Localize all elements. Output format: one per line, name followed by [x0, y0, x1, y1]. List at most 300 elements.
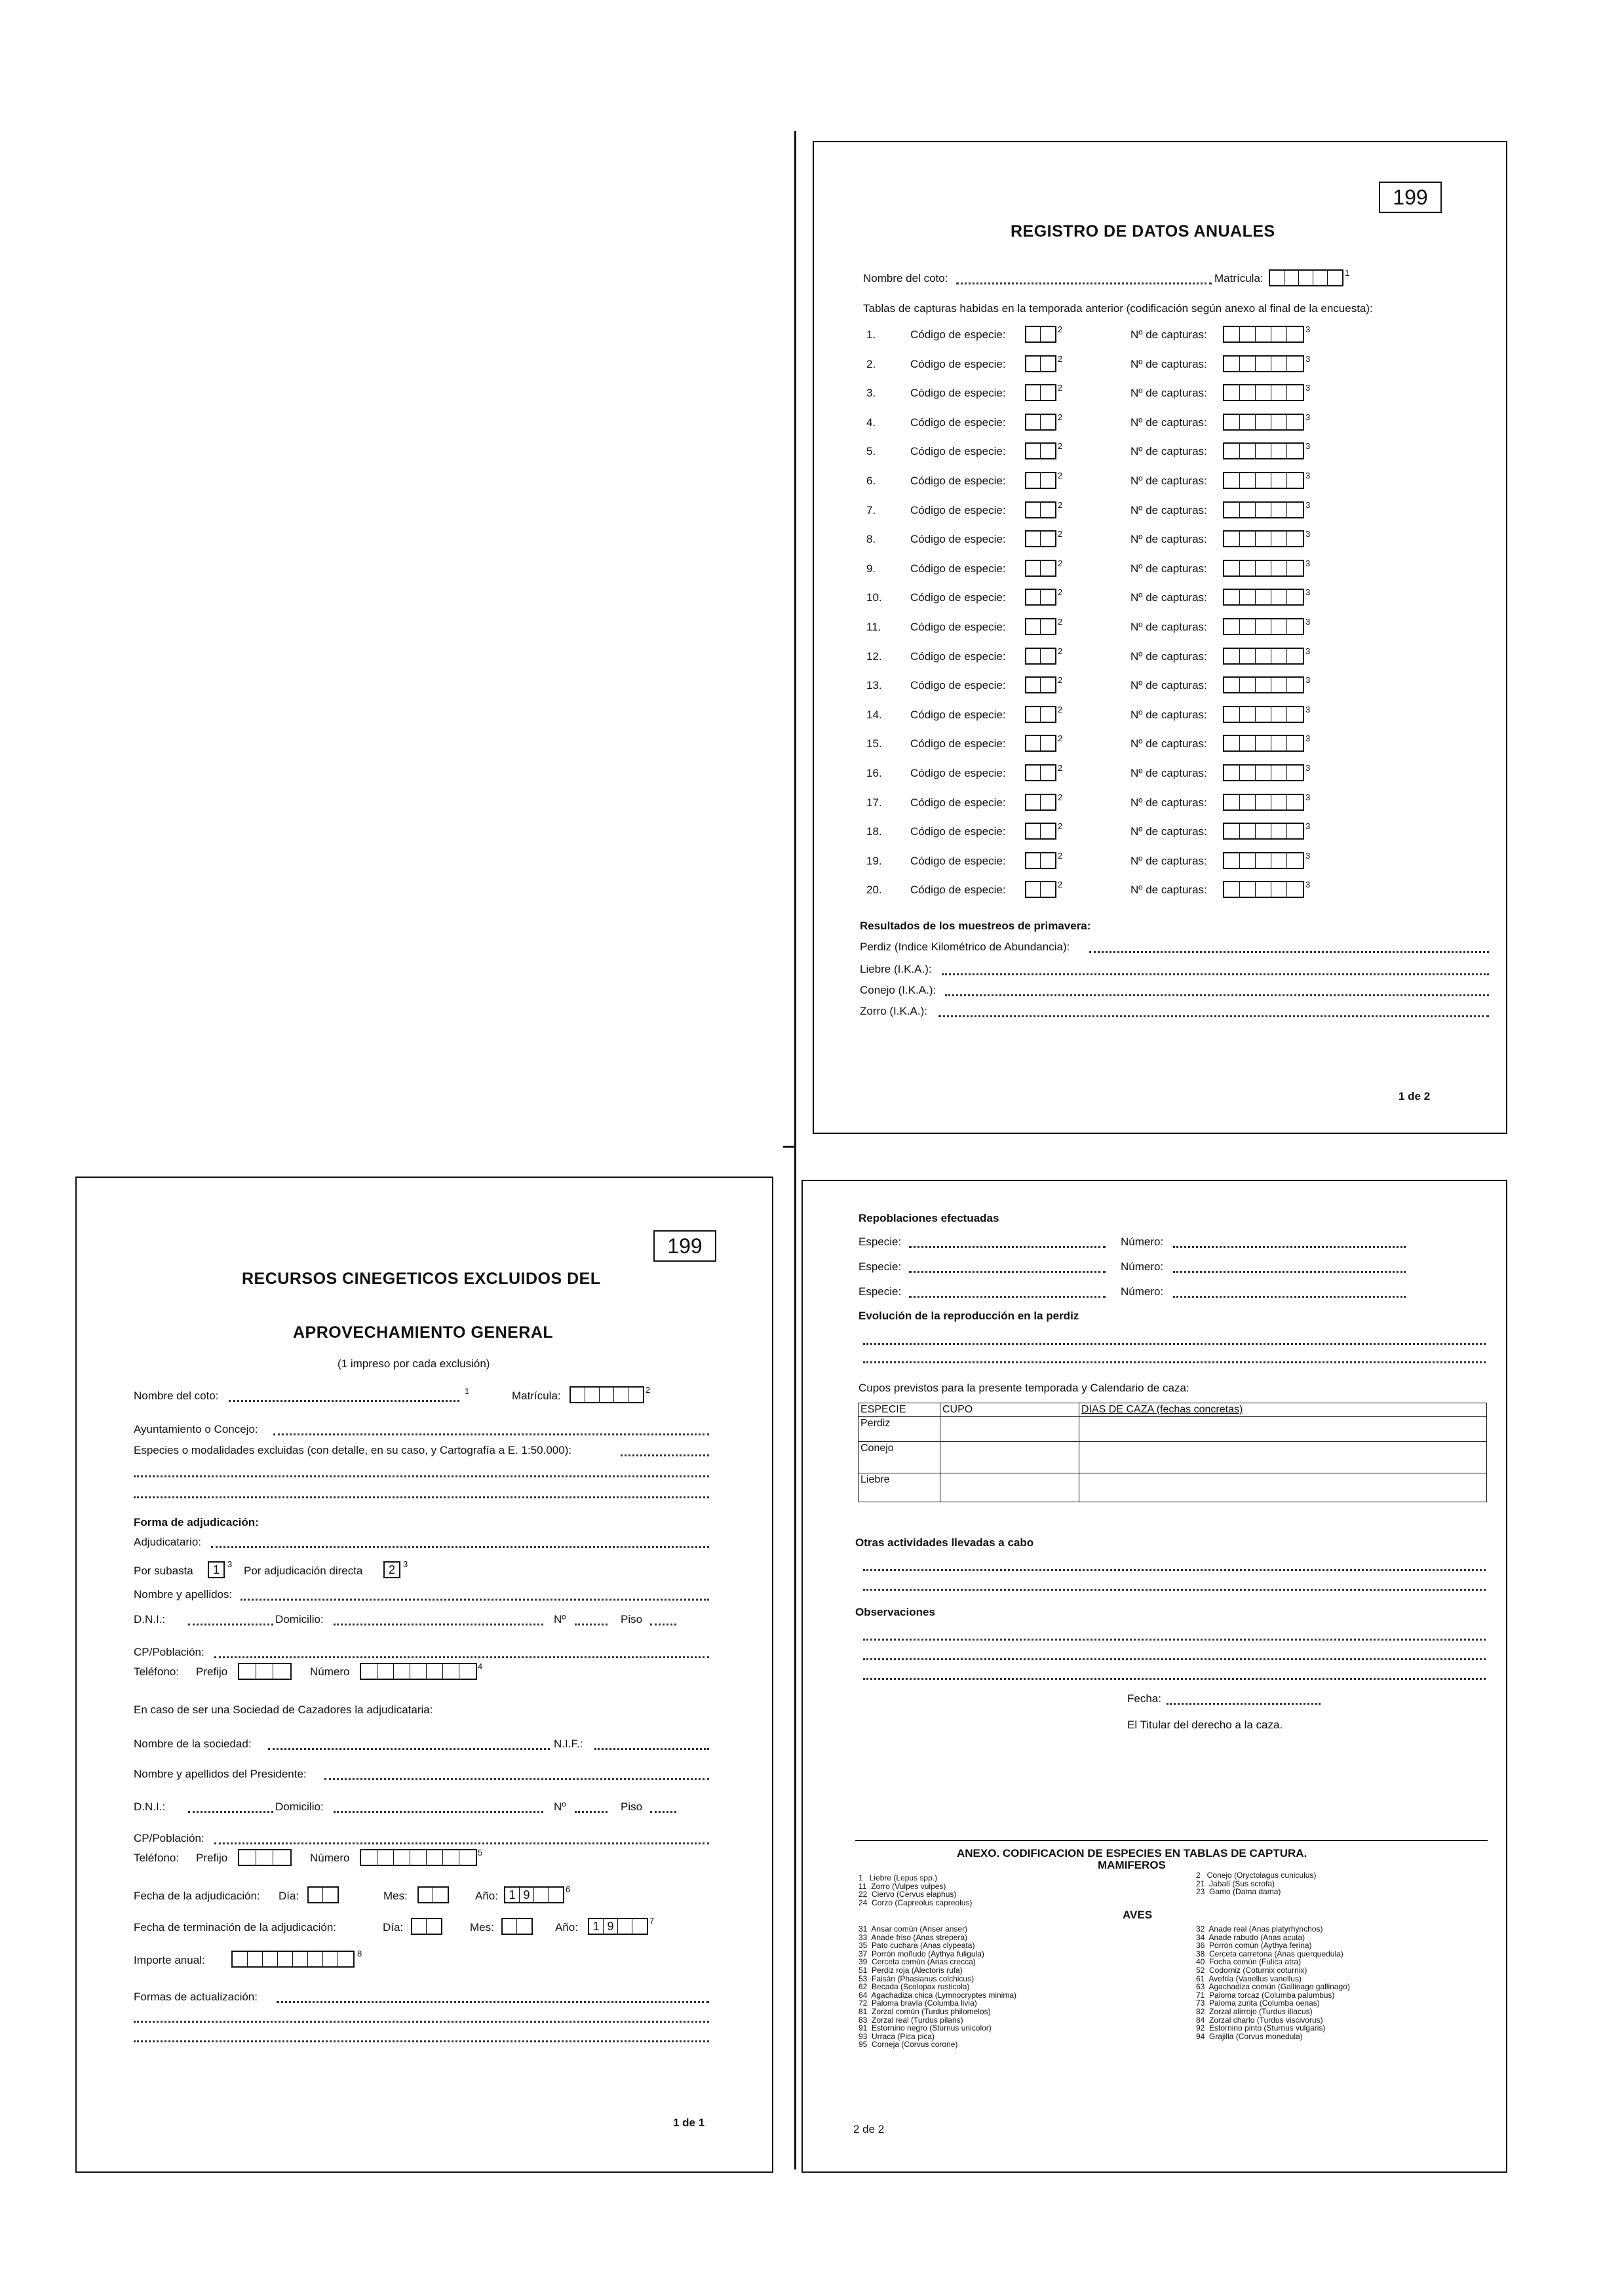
cell-conejo-dias[interactable] [1079, 1442, 1487, 1473]
especies-field-3[interactable] [134, 1496, 709, 1498]
otras-field-2[interactable] [863, 1589, 1486, 1591]
species-code-item: 52 Codorniz (Coturnix coturnix) [1196, 1965, 1307, 1975]
species-code-item: 1 Liebre (Lepus spp.) [859, 1873, 938, 1882]
evolucion-field-2[interactable] [863, 1361, 1486, 1363]
forma-adjudicacion-title: Forma de adjudicación: [134, 1516, 259, 1528]
codigo-especie-boxes[interactable] [1025, 618, 1056, 635]
species-code-item: 82 Zorzal alirrojo (Turdus iliacus) [1196, 2006, 1313, 2016]
note-6-marker: 6 [566, 1884, 571, 1894]
piso-label: Piso [621, 1613, 643, 1625]
sheet-recursos-cinegeticos [75, 1177, 773, 2173]
dia-label: Día: [279, 1890, 299, 1902]
note-3-marker: 3 [1305, 617, 1311, 627]
matricula-label: Matrícula: [512, 1390, 561, 1402]
codigo-especie-boxes[interactable] [1025, 560, 1056, 577]
codigo-especie-boxes[interactable] [1025, 735, 1056, 752]
codigo-especie-label: Código de especie: [910, 767, 1006, 779]
species-code-item: 84 Zorzal charlo (Turdus viscivorus) [1196, 2015, 1323, 2025]
note-3-marker: 3 [1305, 792, 1311, 802]
n-capturas-label: Nº de capturas: [1130, 416, 1207, 429]
sociedad-intro: En caso de ser una Sociedad de Cazadores la adjudicataria: [134, 1703, 433, 1716]
codigo-especie-label: Código de especie: [910, 737, 1006, 750]
piso-label-2: Piso [621, 1800, 643, 1813]
header-cupo: CUPO [940, 1403, 1079, 1417]
note-3-marker: 3 [1305, 850, 1311, 861]
aves-title: AVES [1123, 1909, 1153, 1921]
presidente-label: Nombre y apellidos del Presidente: [134, 1768, 307, 1780]
cupos-row-conejo [859, 1442, 1487, 1473]
n-capturas-boxes[interactable] [1223, 326, 1304, 343]
especie-label-2: Especie: [859, 1260, 902, 1273]
especies-field-2[interactable] [134, 1475, 709, 1477]
note-2-marker: 2 [1058, 353, 1063, 364]
evolucion-title: Evolución de la reproducción en la perdiz [859, 1310, 1079, 1322]
telefono-label-2: Teléfono: [134, 1852, 179, 1864]
mes-label-2: Mes: [470, 1921, 494, 1934]
n-capturas-boxes[interactable] [1223, 501, 1304, 518]
mes-boxes-2[interactable] [501, 1918, 533, 1935]
note-1-marker: 1 [1345, 268, 1350, 278]
especie-label-3: Especie: [859, 1285, 902, 1298]
numero-label-3: Número: [1121, 1285, 1164, 1298]
cell-liebre-dias[interactable] [1079, 1473, 1487, 1502]
row-number: 12. [866, 650, 882, 663]
cupos-row-liebre [859, 1473, 1487, 1502]
piso-field-2[interactable] [650, 1811, 676, 1813]
note-2-marker: 2 [1058, 383, 1063, 393]
species-code-item: 51 Perdiz roja (Alectoris rufa) [859, 1965, 963, 1975]
directa-box[interactable]: 2 [383, 1561, 400, 1578]
n-capturas-label: Nº de capturas: [1130, 475, 1207, 487]
numero-abbr-label-2: Nº [554, 1800, 566, 1813]
species-code-item: 40 Focha común (Fulica atra) [1196, 1957, 1302, 1967]
liebre-ika-field[interactable] [942, 973, 1489, 975]
species-code-item: 34 Anade rabudo (Anas acuta) [1196, 1932, 1305, 1942]
note-4-marker: 4 [478, 1662, 483, 1671]
anio-boxes-2[interactable]: 1 9 [588, 1918, 648, 1935]
codigo-especie-label: Código de especie: [910, 416, 1006, 429]
codigo-especie-boxes[interactable] [1025, 823, 1056, 840]
perdiz-ika-field[interactable] [1089, 951, 1489, 953]
mamiferos-list-left [859, 1874, 972, 1907]
conejo-ika-field[interactable] [945, 994, 1489, 996]
cell-conejo-cupo[interactable] [940, 1442, 1079, 1473]
note-2-marker: 2 [1058, 880, 1063, 890]
subasta-label: Por subasta [134, 1565, 193, 1577]
sheet-2-de-2 [801, 1180, 1507, 2173]
species-code-item: 2 Conejo (Oryctolagus cuniculus) [1196, 1871, 1317, 1880]
mes-label: Mes: [383, 1890, 408, 1902]
n-capturas-boxes[interactable] [1223, 706, 1304, 723]
note-2-marker: 2 [1058, 675, 1063, 686]
note-3-marker: 3 [1305, 441, 1311, 452]
especie-field-2[interactable] [909, 1271, 1106, 1273]
cell-perdiz-cupo[interactable] [940, 1417, 1079, 1442]
especies-label: Especies o modalidades excluidas (con detalle, en su caso, y Cartografía a E. 1:50.000): [134, 1444, 572, 1456]
adjudicatario-field[interactable] [211, 1546, 709, 1548]
note-3-marker: 3 [1305, 499, 1311, 510]
species-code-item: 61 Avefría (Vanellus vanellus) [1196, 1974, 1302, 1983]
observaciones-field-2[interactable] [863, 1658, 1486, 1660]
liebre-ika-label: Liebre (I.K.A.): [860, 963, 932, 975]
codigo-especie-boxes[interactable] [1025, 706, 1056, 723]
note-3-marker: 3 [1305, 646, 1311, 656]
n-capturas-boxes[interactable] [1223, 384, 1304, 401]
cell-conejo: Conejo [859, 1442, 940, 1473]
note-3-marker: 3 [227, 1559, 233, 1569]
note-2-marker: 2 [1058, 558, 1063, 568]
row-number: 18. [866, 825, 882, 838]
row-number: 1. [866, 328, 876, 341]
anio-label-2: Año: [555, 1921, 578, 1934]
n-capturas-label: Nº de capturas: [1130, 796, 1207, 809]
fecha-adjudicacion-label: Fecha de la adjudicación: [134, 1890, 260, 1902]
observaciones-field-3[interactable] [863, 1678, 1486, 1680]
note-2-marker: 2 [1058, 324, 1063, 334]
species-code-item: 53 Faisán (Phasianus colchicus) [859, 1974, 975, 1983]
note-3-marker: 3 [1305, 383, 1311, 393]
n-capturas-boxes[interactable] [1223, 589, 1304, 606]
n-capturas-boxes[interactable] [1223, 764, 1304, 781]
n-capturas-label: Nº de capturas: [1130, 708, 1207, 721]
nif-label: N.I.F.: [554, 1738, 583, 1750]
observaciones-field-1[interactable] [863, 1639, 1486, 1641]
note-2-marker: 2 [1058, 471, 1063, 480]
species-code-item: 22 Ciervo (Cervus elaphus) [859, 1890, 957, 1899]
species-code-item: 38 Cerceta carretona (Anas querquedula) [1196, 1949, 1343, 1958]
n-capturas-boxes[interactable] [1223, 442, 1304, 459]
codigo-especie-label: Código de especie: [910, 387, 1006, 400]
formas-actualizacion-field-2[interactable] [134, 2021, 709, 2023]
n-capturas-label: Nº de capturas: [1130, 621, 1207, 633]
dia-label-2: Día: [383, 1921, 404, 1934]
note-2-marker: 2 [1058, 499, 1063, 510]
n-capturas-boxes[interactable] [1223, 852, 1304, 869]
prefijo-boxes-2[interactable] [238, 1849, 292, 1866]
species-code-item: 39 Cerceta común (Anas crecca) [859, 1957, 976, 1967]
mes-boxes[interactable] [417, 1886, 449, 1903]
fecha-terminacion-label: Fecha de terminación de la adjudicación: [134, 1921, 337, 1934]
note-3-marker-b: 3 [403, 1559, 408, 1569]
note-2-marker: 2 [1058, 733, 1063, 744]
species-code-item: 91 Estornino negro (Sturnus unicolor) [859, 2023, 992, 2033]
dni-label-2: D.N.I.: [134, 1800, 166, 1813]
note-2-marker: 2 [1058, 617, 1063, 627]
n-capturas-label: Nº de capturas: [1130, 825, 1207, 838]
codigo-especie-label: Código de especie: [910, 562, 1006, 575]
importe-boxes[interactable] [231, 1951, 355, 1968]
zorro-ika-field[interactable] [938, 1015, 1489, 1017]
perdiz-ika-label: Perdiz (Indice Kilométrico de Abundancia): [860, 941, 1070, 953]
anio-label: Año: [475, 1890, 498, 1902]
domicilio-field[interactable] [334, 1624, 543, 1625]
codigo-especie-label: Código de especie: [910, 884, 1006, 897]
codigo-especie-boxes[interactable] [1025, 384, 1056, 401]
note-3-marker: 3 [1305, 471, 1311, 480]
nombre-sociedad-label: Nombre de la sociedad: [134, 1738, 252, 1750]
importe-label: Importe anual: [134, 1954, 205, 1966]
row-number: 16. [866, 767, 882, 779]
note-3-marker: 3 [1305, 675, 1311, 686]
codigo-especie-label: Código de especie: [910, 679, 1006, 692]
codigo-especie-label: Código de especie: [910, 503, 1006, 516]
formas-actualizacion-field-1[interactable] [277, 2001, 709, 2003]
note-2-marker: 2 [1058, 529, 1063, 539]
titular-label: El Titular del derecho a la caza. [1127, 1719, 1283, 1731]
otras-actividades-title: Otras actividades llevadas a cabo [855, 1536, 1034, 1549]
note-3-marker: 3 [1305, 704, 1311, 714]
especie-field-1[interactable] [909, 1246, 1106, 1248]
matricula-label: Matrícula: [1214, 272, 1264, 284]
codigo-especie-boxes[interactable] [1025, 355, 1056, 372]
n-capturas-boxes[interactable] [1223, 676, 1304, 693]
species-code-item: 33 Anade friso (Anas strepera) [859, 1932, 968, 1942]
species-code-item: 63 Agachadiza común (Gallinago gallinago) [1196, 1982, 1350, 1992]
species-code-item: 24 Corzo (Capreolus capreolus) [859, 1897, 973, 1907]
note-7-marker: 7 [649, 1916, 655, 1926]
species-code-item: 83 Zorzal real (Turdus pilaris) [859, 2015, 963, 2025]
numero-label: Número [310, 1665, 350, 1678]
codigo-especie-boxes[interactable] [1025, 326, 1056, 343]
codigo-especie-boxes[interactable] [1025, 676, 1056, 693]
codigo-especie-label: Código de especie: [910, 328, 1006, 341]
note-2-marker: 2 [646, 1385, 651, 1395]
adjudicatario-label: Adjudicatario: [134, 1536, 202, 1548]
dni-field-2[interactable] [188, 1811, 273, 1813]
domicilio-label: Domicilio: [275, 1613, 324, 1625]
note-8-marker: 8 [357, 1949, 362, 1958]
anexo-rule [855, 1840, 1488, 1841]
otras-field-1[interactable] [863, 1569, 1486, 1571]
form-number-stamp: 199 [1379, 182, 1442, 213]
numero-abbr-field-2[interactable] [575, 1811, 608, 1813]
prefijo-boxes[interactable] [238, 1663, 292, 1680]
note-3-marker: 3 [1305, 821, 1311, 832]
presidente-field[interactable] [324, 1778, 709, 1780]
row-number: 5. [866, 445, 876, 458]
piso-field[interactable] [650, 1624, 676, 1625]
fecha-label: Fecha: [1127, 1692, 1161, 1705]
especie-label-1: Especie: [859, 1236, 902, 1248]
note-3-marker: 3 [1305, 587, 1311, 598]
nif-field[interactable] [594, 1748, 709, 1750]
dia-boxes-2[interactable] [411, 1918, 442, 1935]
species-code-item: 36 Porrón común (Aythya ferina) [1196, 1941, 1312, 1951]
n-capturas-boxes[interactable] [1223, 794, 1304, 811]
vertical-divider [794, 131, 796, 2170]
anexo-title: ANEXO. CODIFICACION DE ESPECIES EN TABLAS DE CAPTURA. [957, 1847, 1307, 1859]
cp-field[interactable] [214, 1656, 709, 1658]
formas-actualizacion-label: Formas de actualización: [134, 1991, 258, 2003]
codigo-especie-boxes[interactable] [1025, 881, 1056, 898]
cupos-table-header [859, 1403, 1487, 1417]
zorro-ika-label: Zorro (I.K.A.): [860, 1005, 927, 1017]
n-capturas-boxes[interactable] [1223, 823, 1304, 840]
note-2-marker: 2 [1058, 792, 1063, 802]
n-capturas-label: Nº de capturas: [1130, 503, 1207, 516]
row-number: 3. [866, 387, 876, 400]
species-code-item: 71 Paloma torcaz (Columba palumbus) [1196, 1990, 1335, 2000]
fecha-field[interactable] [1167, 1703, 1321, 1705]
nombre-coto-field[interactable] [229, 1400, 459, 1402]
cupos-intro: Cupos previstos para la presente temporada y Calendario de caza: [859, 1382, 1189, 1394]
header-dias: DIAS DE CAZA (fechas concretas) [1079, 1403, 1487, 1417]
numero-label-2: Número: [1121, 1260, 1164, 1273]
domicilio-field-2[interactable] [334, 1811, 543, 1813]
species-code-item: 64 Agachadiza chica (Lymnocryptes minima) [859, 1990, 1016, 2000]
species-code-item: 72 Paloma bravía (Columba livia) [859, 1998, 977, 2008]
note-3-marker: 3 [1305, 353, 1311, 364]
n-capturas-boxes[interactable] [1223, 414, 1304, 431]
title-line-2: APROVECHAMIENTO GENERAL [293, 1323, 554, 1342]
species-code-item: 31 Ansar común (Anser anser) [859, 1924, 968, 1934]
especie-field-3[interactable] [909, 1296, 1106, 1298]
horizontal-divider [783, 1146, 796, 1148]
anio-boxes[interactable]: 1 9 [504, 1886, 564, 1903]
species-code-item: 95 Corneja (Corvus corone) [859, 2040, 958, 2050]
cell-liebre-cupo[interactable] [940, 1473, 1079, 1502]
row-number: 7. [866, 503, 876, 516]
n-capturas-boxes[interactable] [1223, 648, 1304, 665]
aves-list-left [859, 1925, 1016, 2049]
species-code-item: 73 Paloma zurita (Columba oenas) [1196, 1998, 1320, 2008]
telefono-boxes[interactable] [360, 1663, 477, 1680]
row-number: 20. [866, 884, 882, 897]
numero-field-2[interactable] [1173, 1271, 1406, 1273]
codigo-especie-boxes[interactable] [1025, 764, 1056, 781]
row-number: 19. [866, 854, 882, 867]
formas-actualizacion-field-3[interactable] [134, 2040, 709, 2042]
n-capturas-boxes[interactable] [1223, 355, 1304, 372]
n-capturas-label: Nº de capturas: [1130, 533, 1207, 546]
note-3-marker: 3 [1305, 880, 1311, 890]
ayuntamiento-field[interactable] [273, 1433, 709, 1435]
nombre-coto-label: Nombre del coto: [863, 272, 948, 284]
note-3-marker: 3 [1305, 763, 1311, 773]
nombre-coto-field[interactable] [956, 282, 1212, 284]
codigo-especie-boxes[interactable] [1025, 794, 1056, 811]
row-number: 13. [866, 679, 882, 692]
dni-field[interactable] [188, 1624, 273, 1625]
matricula-boxes[interactable] [1269, 269, 1343, 286]
codigo-especie-boxes[interactable] [1025, 589, 1056, 606]
nombre-apellidos-field[interactable] [241, 1599, 709, 1601]
numero-field-1[interactable] [1173, 1246, 1406, 1248]
cp-field-2[interactable] [214, 1842, 709, 1844]
page-number: 1 de 1 [673, 2116, 705, 2129]
domicilio-label-2: Domicilio: [275, 1800, 324, 1813]
n-capturas-label: Nº de capturas: [1130, 445, 1207, 458]
species-code-item: 93 Urraca (Pica pica) [859, 2031, 935, 2041]
conejo-ika-label: Conejo (I.K.A.): [860, 984, 937, 996]
codigo-especie-label: Código de especie: [910, 475, 1006, 487]
codigo-especie-label: Código de especie: [910, 533, 1006, 546]
note-3-marker: 3 [1305, 529, 1311, 539]
species-code-item: 92 Estornino pinto (Sturnus vulgaris) [1196, 2023, 1326, 2033]
evolucion-field-1[interactable] [863, 1343, 1486, 1345]
codigo-especie-boxes[interactable] [1025, 472, 1056, 489]
title-line-1: RECURSOS CINEGETICOS EXCLUIDOS DEL [242, 1270, 601, 1288]
subasta-box[interactable]: 1 [208, 1561, 225, 1578]
note-2-marker: 2 [1058, 412, 1063, 422]
header-especie: ESPECIE [859, 1403, 940, 1417]
cell-perdiz-dias[interactable] [1079, 1417, 1487, 1442]
ayuntamiento-label: Ayuntamiento o Concejo: [134, 1423, 258, 1435]
codigo-especie-boxes[interactable] [1025, 530, 1056, 547]
note-2-marker: 2 [1058, 441, 1063, 452]
numero-field-3[interactable] [1173, 1296, 1406, 1298]
row-number: 11. [866, 621, 881, 633]
codigo-especie-boxes[interactable] [1025, 414, 1056, 431]
row-number: 14. [866, 708, 882, 721]
codigo-especie-boxes[interactable] [1025, 648, 1056, 665]
codigo-especie-label: Código de especie: [910, 650, 1006, 663]
codigo-especie-boxes[interactable] [1025, 501, 1056, 518]
n-capturas-boxes[interactable] [1223, 530, 1304, 547]
row-number: 4. [866, 416, 876, 429]
numero-abbr-label: Nº [554, 1613, 566, 1625]
form-number-stamp: 199 [653, 1230, 716, 1262]
matricula-boxes[interactable] [570, 1386, 644, 1403]
directa-label: Por adjudicación directa [244, 1565, 363, 1577]
note-2-marker: 2 [1058, 646, 1063, 656]
sheet-title: REGISTRO DE DATOS ANUALES [1011, 222, 1275, 241]
species-code-item: 35 Pato cuchara (Anas clypeata) [859, 1941, 975, 1951]
row-number: 15. [866, 737, 882, 750]
nombre-apellidos-label: Nombre y apellidos: [134, 1588, 233, 1601]
codigo-especie-label: Código de especie: [910, 357, 1006, 370]
n-capturas-boxes[interactable] [1223, 881, 1304, 898]
species-code-item: 94 Grajilla (Corvus monedula) [1196, 2031, 1303, 2041]
mamiferos-title: MAMIFEROS [1098, 1859, 1166, 1871]
cp-label: CP/Población: [134, 1646, 204, 1658]
resultados-title: Resultados de los muestreos de primavera: [860, 920, 1091, 932]
n-capturas-label: Nº de capturas: [1130, 679, 1207, 692]
especies-field-1[interactable] [621, 1454, 709, 1456]
codigo-especie-boxes[interactable] [1025, 852, 1056, 869]
n-capturas-label: Nº de capturas: [1130, 357, 1207, 370]
telefono-label: Teléfono: [134, 1665, 179, 1678]
nombre-sociedad-field[interactable] [268, 1748, 550, 1750]
note-3-marker: 3 [1305, 412, 1311, 422]
telefono-boxes-2[interactable] [360, 1849, 477, 1866]
n-capturas-boxes[interactable] [1223, 472, 1304, 489]
n-capturas-boxes[interactable] [1223, 618, 1304, 635]
n-capturas-boxes[interactable] [1223, 735, 1304, 752]
prefijo-label-2: Prefijo [196, 1852, 228, 1864]
dia-boxes[interactable] [307, 1886, 339, 1903]
cell-liebre: Liebre [859, 1473, 940, 1502]
note-2-marker: 2 [1058, 587, 1063, 598]
n-capturas-label: Nº de capturas: [1130, 884, 1207, 897]
prefijo-label: Prefijo [196, 1665, 228, 1678]
subtitle: (1 impreso por cada exclusión) [338, 1357, 490, 1370]
cell-perdiz: Perdiz [859, 1417, 940, 1442]
codigo-especie-boxes[interactable] [1025, 442, 1056, 459]
codigo-especie-label: Código de especie: [910, 796, 1006, 809]
repoblaciones-title: Repoblaciones efectuadas [859, 1212, 999, 1224]
mamiferos-list-right [1196, 1871, 1316, 1896]
codigo-especie-label: Código de especie: [910, 708, 1006, 721]
species-code-item: 62 Becada (Scolopax rusticola) [859, 1982, 970, 1992]
numero-abbr-field[interactable] [575, 1624, 608, 1625]
n-capturas-label: Nº de capturas: [1130, 767, 1207, 779]
cupos-table [858, 1403, 1487, 1502]
codigo-especie-label: Código de especie: [910, 854, 1006, 867]
species-code-item: 37 Porrón moñudo (Aythya fuligula) [859, 1949, 984, 1958]
n-capturas-boxes[interactable] [1223, 560, 1304, 577]
row-number: 10. [866, 591, 882, 604]
